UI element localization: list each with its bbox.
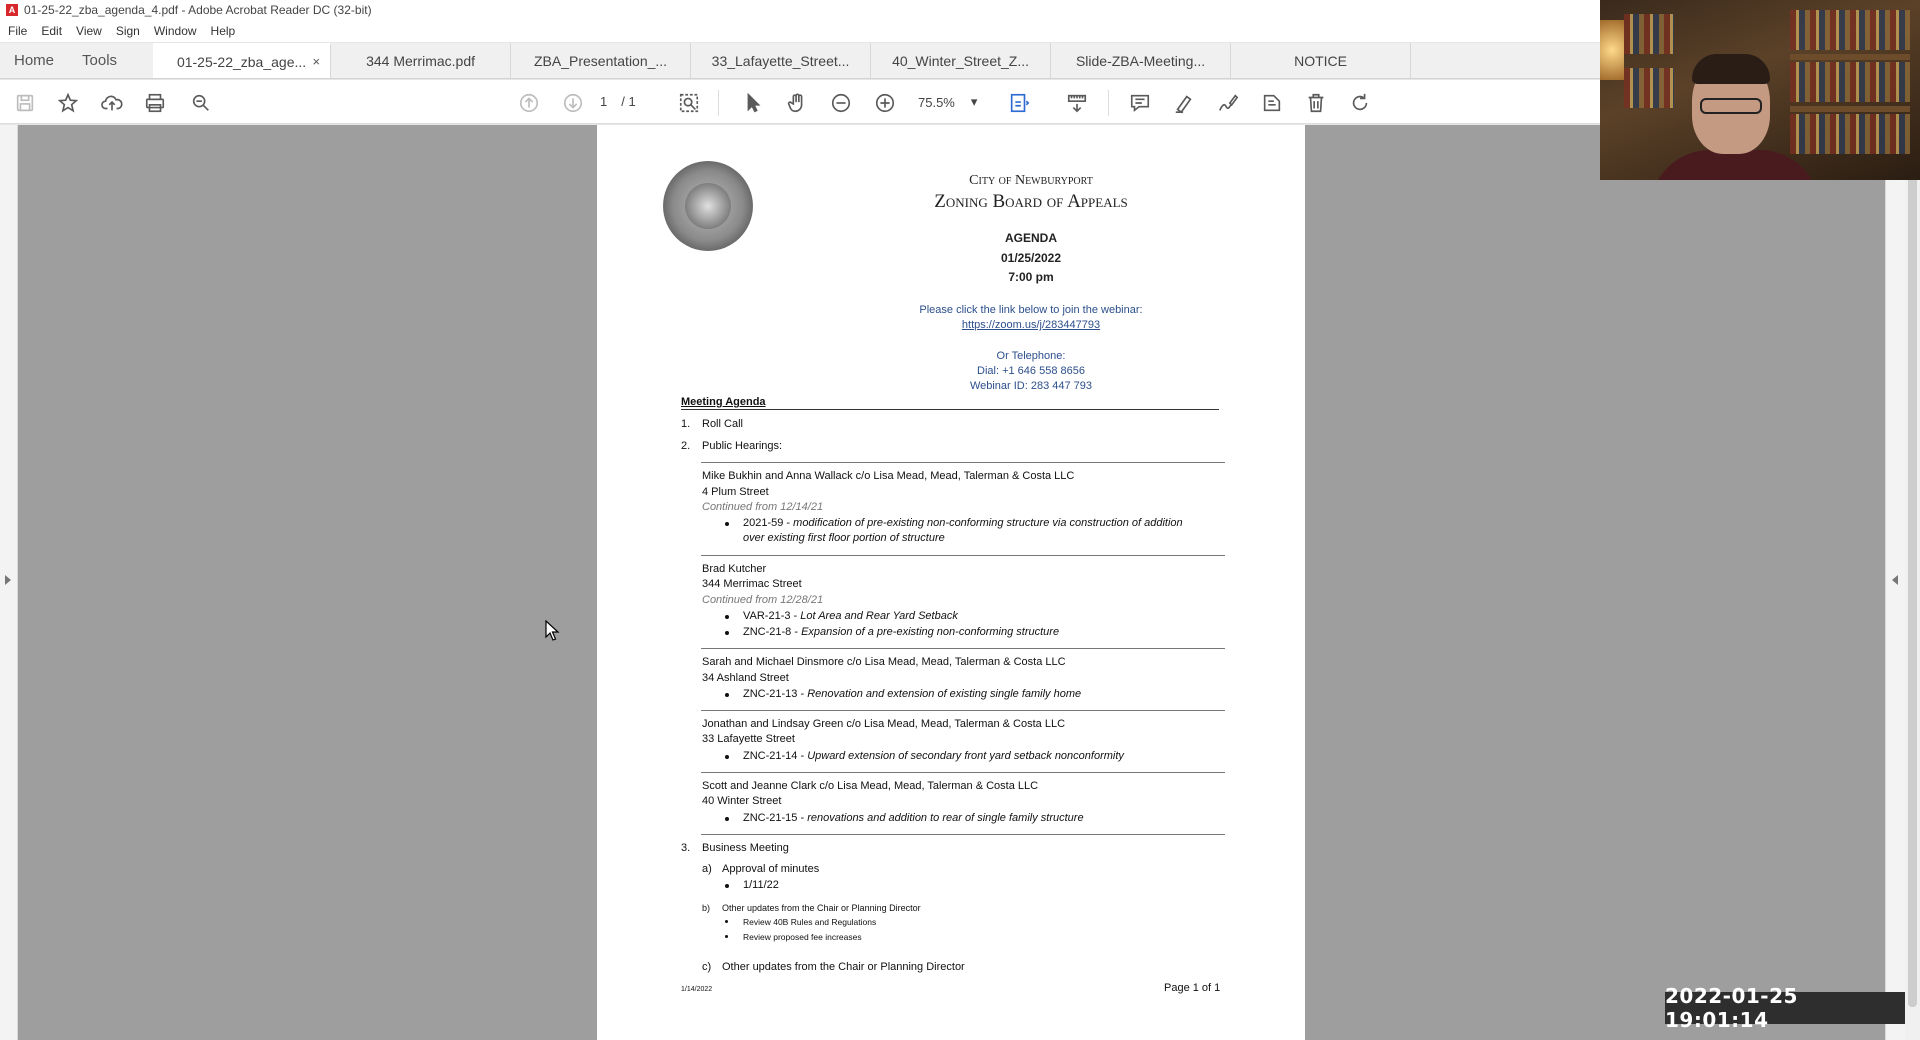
meeting-time: 7:00 pm: [1008, 270, 1054, 284]
bullet: [725, 935, 728, 938]
doc-tab-label: 01-25-22_zba_age...: [176, 53, 307, 70]
item-business-meeting: Business Meeting: [702, 842, 789, 854]
expand-left-icon: [5, 575, 11, 585]
footer-page: Page 1 of 1: [1164, 982, 1221, 994]
bookshelf: [1624, 68, 1674, 108]
shelf: [1790, 54, 1910, 60]
bookshelf: [1624, 14, 1674, 54]
hearing-applicant: Brad Kutcher: [702, 563, 767, 575]
case-description: Upward extension of secondary front yard setback nonconformity: [807, 750, 1124, 762]
hearing-applicant: Scott and Jeanne Clark c/o Lisa Mead, Mead, Talerman & Costa LLC: [702, 780, 1039, 792]
close-icon[interactable]: ×: [312, 54, 321, 69]
menu-window[interactable]: Window: [153, 24, 197, 38]
bullet: [725, 755, 729, 759]
sub-item-updates: Other updates from the Chair or Planning Director: [722, 903, 921, 913]
vertical-scrollbar[interactable]: [1905, 125, 1920, 1040]
hearing-address: 4 Plum Street: [702, 486, 769, 498]
menu-edit[interactable]: Edit: [41, 24, 63, 38]
menu-bar: [0, 20, 1600, 42]
case-description: over existing first floor portion of structure: [743, 532, 945, 544]
zoom-value: 75.5%: [918, 94, 955, 110]
case-code: VAR-21-3 -: [743, 610, 801, 622]
doc-tab-agenda[interactable]: [153, 43, 331, 78]
video-timestamp: 2022-01-25 19:01:14: [1665, 992, 1905, 1024]
case-code: ZNC-21-13 -: [743, 688, 808, 700]
menu-file[interactable]: File: [8, 24, 28, 38]
meeting-agenda-heading: Meeting Agenda: [681, 396, 766, 408]
item-roll-call: Roll Call: [702, 418, 743, 430]
select-icon[interactable]: [740, 90, 766, 116]
hearing-item: [743, 626, 1059, 638]
bullet: [725, 693, 729, 697]
webinar-prompt: Please click the link below to join the webinar:: [919, 304, 1143, 316]
print-icon[interactable]: [142, 90, 168, 116]
bullet: [725, 615, 729, 619]
menu-sign[interactable]: Sign: [115, 24, 140, 38]
left-panel-toggle[interactable]: [0, 125, 18, 1040]
zoom-dropdown[interactable]: [918, 94, 977, 110]
bullet: [725, 817, 729, 821]
toolbar: [0, 80, 1600, 124]
divider: [701, 648, 1225, 649]
person-hair: [1692, 54, 1770, 84]
zoom-in-icon[interactable]: [872, 90, 898, 116]
comment-icon[interactable]: [1127, 90, 1153, 116]
sub-item-letter: c): [702, 961, 712, 973]
next-page-icon[interactable]: [560, 90, 586, 116]
doc-tab-winter-street[interactable]: [871, 43, 1051, 78]
tab-home[interactable]: Home: [14, 52, 55, 69]
divider: [701, 710, 1225, 711]
search-icon[interactable]: [188, 90, 214, 116]
tab-tools[interactable]: Tools: [82, 52, 118, 69]
update-item: Review 40B Rules and Regulations: [743, 917, 877, 927]
divider: [681, 409, 1219, 410]
page-total: / 1: [621, 94, 636, 109]
bookshelf: [1790, 62, 1910, 102]
city-name: City of Newburyport: [969, 173, 1093, 188]
case-code: ZNC-21-15 -: [743, 812, 808, 824]
divider: [701, 462, 1225, 463]
telephone-label: Or Telephone:: [996, 350, 1066, 362]
star-icon[interactable]: [55, 90, 81, 116]
meeting-date: 01/25/2022: [1000, 251, 1062, 265]
bullet: [725, 631, 729, 635]
item-public-hearings: Public Hearings:: [702, 440, 783, 452]
shelf: [1790, 106, 1910, 112]
doc-tab-notice[interactable]: [1231, 43, 1411, 78]
case-code: ZNC-21-14 -: [743, 750, 808, 762]
item-number: 1.: [681, 418, 691, 430]
hearing-address: 40 Winter Street: [702, 795, 782, 807]
rotate-icon[interactable]: [1347, 90, 1373, 116]
hearing-applicant: Mike Bukhin and Anna Wallack c/o Lisa Mead, Mead, Talerman & Costa LLC: [702, 470, 1075, 482]
hearing-continued: Continued from 12/14/21: [702, 501, 824, 513]
divider: [701, 834, 1225, 835]
doc-tab-label: ZBA_Presentation_...: [534, 52, 668, 69]
highlight-icon[interactable]: [1171, 90, 1197, 116]
doc-tab-zba-presentation[interactable]: [511, 43, 691, 78]
glasses: [1700, 98, 1762, 114]
board-name: Zoning Board of Appeals: [934, 191, 1128, 212]
sub-item-approval: Approval of minutes: [722, 863, 820, 875]
sub-item-letter: a): [702, 863, 712, 875]
menu-help[interactable]: Help: [210, 24, 236, 38]
case-description: Expansion of a pre-existing non-conforming structure: [801, 626, 1060, 638]
hearing-address: 344 Merrimac Street: [702, 578, 802, 590]
dial-number: Dial: +1 646 558 8656: [977, 365, 1085, 377]
item-number: 2.: [681, 440, 691, 452]
case-description: Lot Area and Rear Yard Setback: [800, 610, 958, 622]
bookshelf: [1790, 10, 1910, 50]
sub-item-other-updates: Other updates from the Chair or Planning Director: [722, 961, 965, 973]
sign-icon[interactable]: [1215, 90, 1241, 116]
scroll-mode-icon[interactable]: [1064, 90, 1090, 116]
footer-date: 1/14/2022: [681, 986, 713, 993]
hearing-applicant: Jonathan and Lindsay Green c/o Lisa Mead, Mead, Talerman & Costa LLC: [702, 718, 1066, 730]
item-number: 3.: [681, 842, 691, 854]
title-bar: [0, 0, 1600, 20]
hearing-address: 33 Lafayette Street: [702, 733, 795, 745]
sub-item-letter: b): [702, 903, 711, 913]
doc-tab-slide-zba[interactable]: [1051, 43, 1231, 78]
expand-right-icon: [1892, 575, 1898, 585]
tab-bar: [0, 43, 1600, 79]
hearing-item: [743, 688, 1081, 700]
doc-tab-label: 344 Merrimac.pdf: [366, 52, 476, 69]
webinar-id: Webinar ID: 283 447 793: [969, 380, 1093, 392]
divider: [701, 772, 1225, 773]
find-icon[interactable]: [676, 90, 702, 116]
doc-tab-merrimac[interactable]: [331, 43, 511, 78]
hearing-address: 34 Ashland Street: [702, 672, 789, 684]
right-panel-toggle[interactable]: [1885, 125, 1905, 1040]
case-description: modification of pre-existing non-conforming structure via construction of addition: [793, 517, 1183, 529]
case-description: renovations and addition to rear of single family structure: [807, 812, 1084, 824]
bullet: [725, 920, 728, 923]
chevron-down-icon: ▾: [970, 94, 978, 109]
minutes-date: 1/11/22: [743, 879, 779, 891]
upload-icon[interactable]: [99, 90, 125, 116]
agenda-heading: AGENDA: [1004, 231, 1057, 245]
doc-tab-label: 33_Lafayette_Street...: [711, 52, 850, 69]
hearing-item: [743, 812, 1084, 824]
menu-view[interactable]: View: [76, 24, 102, 38]
pdf-page: [597, 125, 1305, 1040]
bullet: [725, 522, 729, 526]
save-icon[interactable]: [12, 90, 38, 116]
page-number-input[interactable]: 1: [600, 94, 608, 109]
stamp-icon[interactable]: [1259, 90, 1285, 116]
hearing-item: [743, 610, 958, 622]
hand-icon[interactable]: [784, 90, 810, 116]
bullet: [725, 884, 729, 888]
person-body: [1650, 150, 1820, 180]
doc-tab-label: Slide-ZBA-Meeting...: [1075, 52, 1206, 69]
hearing-item: [743, 750, 1124, 762]
lamp: [1600, 20, 1624, 80]
divider: [701, 555, 1225, 556]
fit-page-icon[interactable]: [1006, 90, 1032, 116]
page-navigation: [600, 94, 636, 109]
zoom-out-icon[interactable]: [828, 90, 854, 116]
hearing-applicant: Sarah and Michael Dinsmore c/o Lisa Mead, Mead, Talerman & Costa LLC: [702, 656, 1066, 668]
window-title: 01-25-22_zba_agenda_4.pdf - Adobe Acrobat Reader DC (32-bit): [24, 3, 372, 17]
doc-tab-label: NOTICE: [1294, 52, 1347, 69]
doc-tab-lafayette[interactable]: [691, 43, 871, 78]
case-code: 2021-59 -: [743, 517, 794, 529]
case-code: ZNC-21-8 -: [743, 626, 802, 638]
case-description: Renovation and extension of existing single family home: [807, 688, 1082, 700]
webcam-video: [1600, 0, 1920, 180]
scrollbar-thumb[interactable]: [1908, 127, 1917, 1007]
prev-page-icon[interactable]: [516, 90, 542, 116]
delete-icon[interactable]: [1303, 90, 1329, 116]
hearing-item: [743, 517, 1183, 529]
bookshelf: [1790, 114, 1910, 154]
hearing-continued: Continued from 12/28/21: [702, 594, 824, 606]
doc-tab-label: 40_Winter_Street_Z...: [892, 52, 1030, 69]
update-item: Review proposed fee increases: [743, 932, 862, 942]
acrobat-logo-icon: A: [6, 4, 18, 16]
webinar-link[interactable]: https://zoom.us/j/283447793: [961, 319, 1101, 331]
